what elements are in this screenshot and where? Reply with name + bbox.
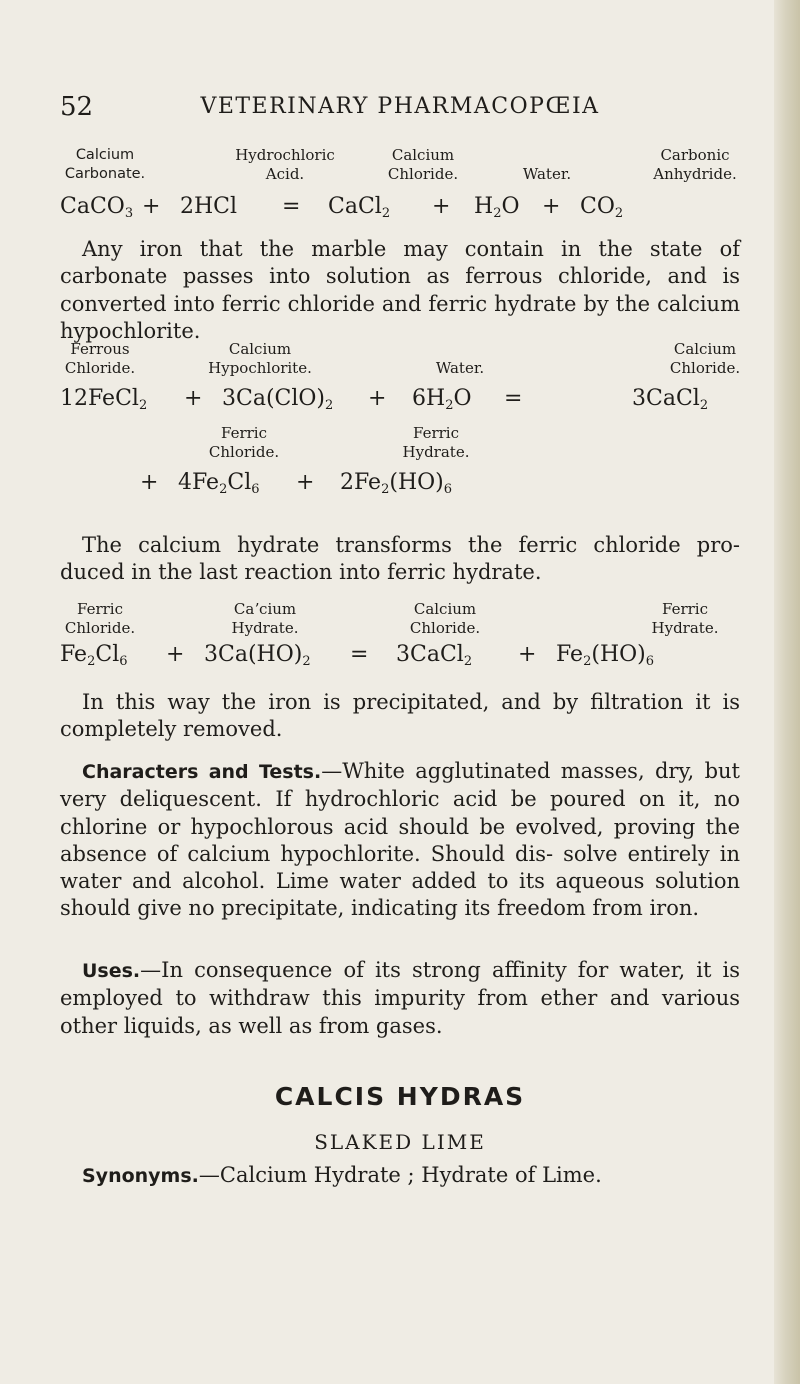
op-plus: + [166,642,185,667]
formula-h2o: $H_2O$ [474,194,520,221]
page-edge [774,0,800,1384]
op-plus: + [142,194,161,219]
op-plus: + [184,386,203,411]
op-equals: = [282,194,301,219]
section-subtitle: SLAKED LIME [314,1130,486,1154]
label-calcium-hypochlorite: Calcium Hypochlorite. [208,340,312,377]
formula-4fe2cl6: $4Fe_2Cl_6$ [178,470,260,497]
op-plus: + [542,194,561,219]
label-ferric-chloride: Ferric Chloride. [64,600,136,637]
section-uses [60,957,740,1040]
label-calcium-chloride: Calcium Chloride. [669,340,741,377]
op-plus: + [296,470,315,495]
op-plus: + [140,470,159,495]
formula-fe2cl6: $Fe_2Cl_6$ [60,642,128,669]
formula-co2: $CO_2$ [580,194,624,221]
label-water: Water. [435,359,485,377]
formula-2fe2-ho-6: $2Fe_2(HO)_6$ [340,470,453,497]
op-plus: + [432,194,451,219]
formula-6h2o: $6H_2O$ [412,386,472,413]
equation-ferrous-chloride [60,340,740,520]
label-calcium-chloride: Calcium Chloride. [409,600,481,637]
label-calcium-chloride: Calcium Chloride. [387,146,459,183]
formula-3ca-ho-2: $3Ca(HO)_2$ [204,642,311,669]
synonyms-heading: Synonyms. [82,1165,199,1187]
equation-calcium-carbonate [60,146,740,226]
label-carbonic-anhydride: Carbonic Anhydride. [653,146,737,183]
label-hydrochloric-acid: Hydrochloric Acid. [235,146,335,183]
label-calcium-carbonate: Calcium Carbonate. [64,147,146,182]
paragraph-calcium-hydrate: The calcium hydrate transforms the ferric chloride pro- duced in the last reaction into ferric hydrate. [60,533,740,585]
label-ferrous-chloride: Ferrous Chloride. [64,340,136,377]
formula-3cacl2: 3CaCl$_2$ [632,386,709,413]
formula-12fecl2: 12FeCl$_2$ [60,386,148,413]
paragraph-iron-precipitated: In this way the iron is precipitated, and by filtration it is completely removed. [60,690,740,742]
uses-heading: Uses. [82,960,141,982]
formula-fe2-ho-6: $Fe_2(HO)_6$ [556,642,655,669]
equation-ferric-chloride [60,600,740,680]
paragraph-iron-marble: Any iron that the marble may contain in the state of carbonate passes into solution as ferrous chloride, and is converted into ferric chloride and ferric hydrate by the calcium hypochlorite. [60,237,740,343]
op-equals: = [350,642,369,667]
characters-heading: Characters and Tests. [82,761,322,783]
label-calcium-hydrate: Caʼcium Hydrate. [231,600,299,637]
formula-3cacl2: 3CaCl$_2$ [396,642,473,669]
op-equals: = [504,386,523,411]
op-plus: + [518,642,537,667]
section-synonyms [60,1162,740,1190]
running-title: VETERINARY PHARMACOPŒIA [200,94,600,119]
formula-3ca-clo-2: $3Ca(ClO)_2$ [222,386,334,413]
formula-cacl2: CaCl$_2$ [328,194,391,221]
uses-text: —In consequence of its strong affinity for water, it is employed to withdraw this impurity from ether and various other liquids, as well as from gases. [60,958,740,1038]
characters-text: —White agglutinated masses, dry, but very deliquescent. If hydrochloric acid be poured on it, no chlorine or hypochlorous acid should be evolved, proving the absence of calcium hypochlorite. Should dis- solve entirely in water and alcohol. Lime water added to its aqueous solution should give no precipitate, indicating its freedom from iron. [60,759,740,921]
label-ferric-hydrate: Ferric Hydrate. [651,600,719,637]
synonyms-text: —Calcium Hydrate ; Hydrate of Lime. [198,1163,602,1187]
page-number: 52 [60,92,94,122]
running-head [60,92,740,132]
formula-2hcl: 2HCl [180,194,238,219]
label-water: Water. [522,165,572,183]
op-plus: + [368,386,387,411]
formula-caco3: CaCO$_3$ [60,194,134,221]
section-characters-tests [60,758,740,923]
label-ferric-hydrate: Ferric Hydrate. [402,424,470,461]
label-ferric-chloride: Ferric Chloride. [208,424,280,461]
section-title: CALCIS HYDRAS [274,1082,526,1111]
